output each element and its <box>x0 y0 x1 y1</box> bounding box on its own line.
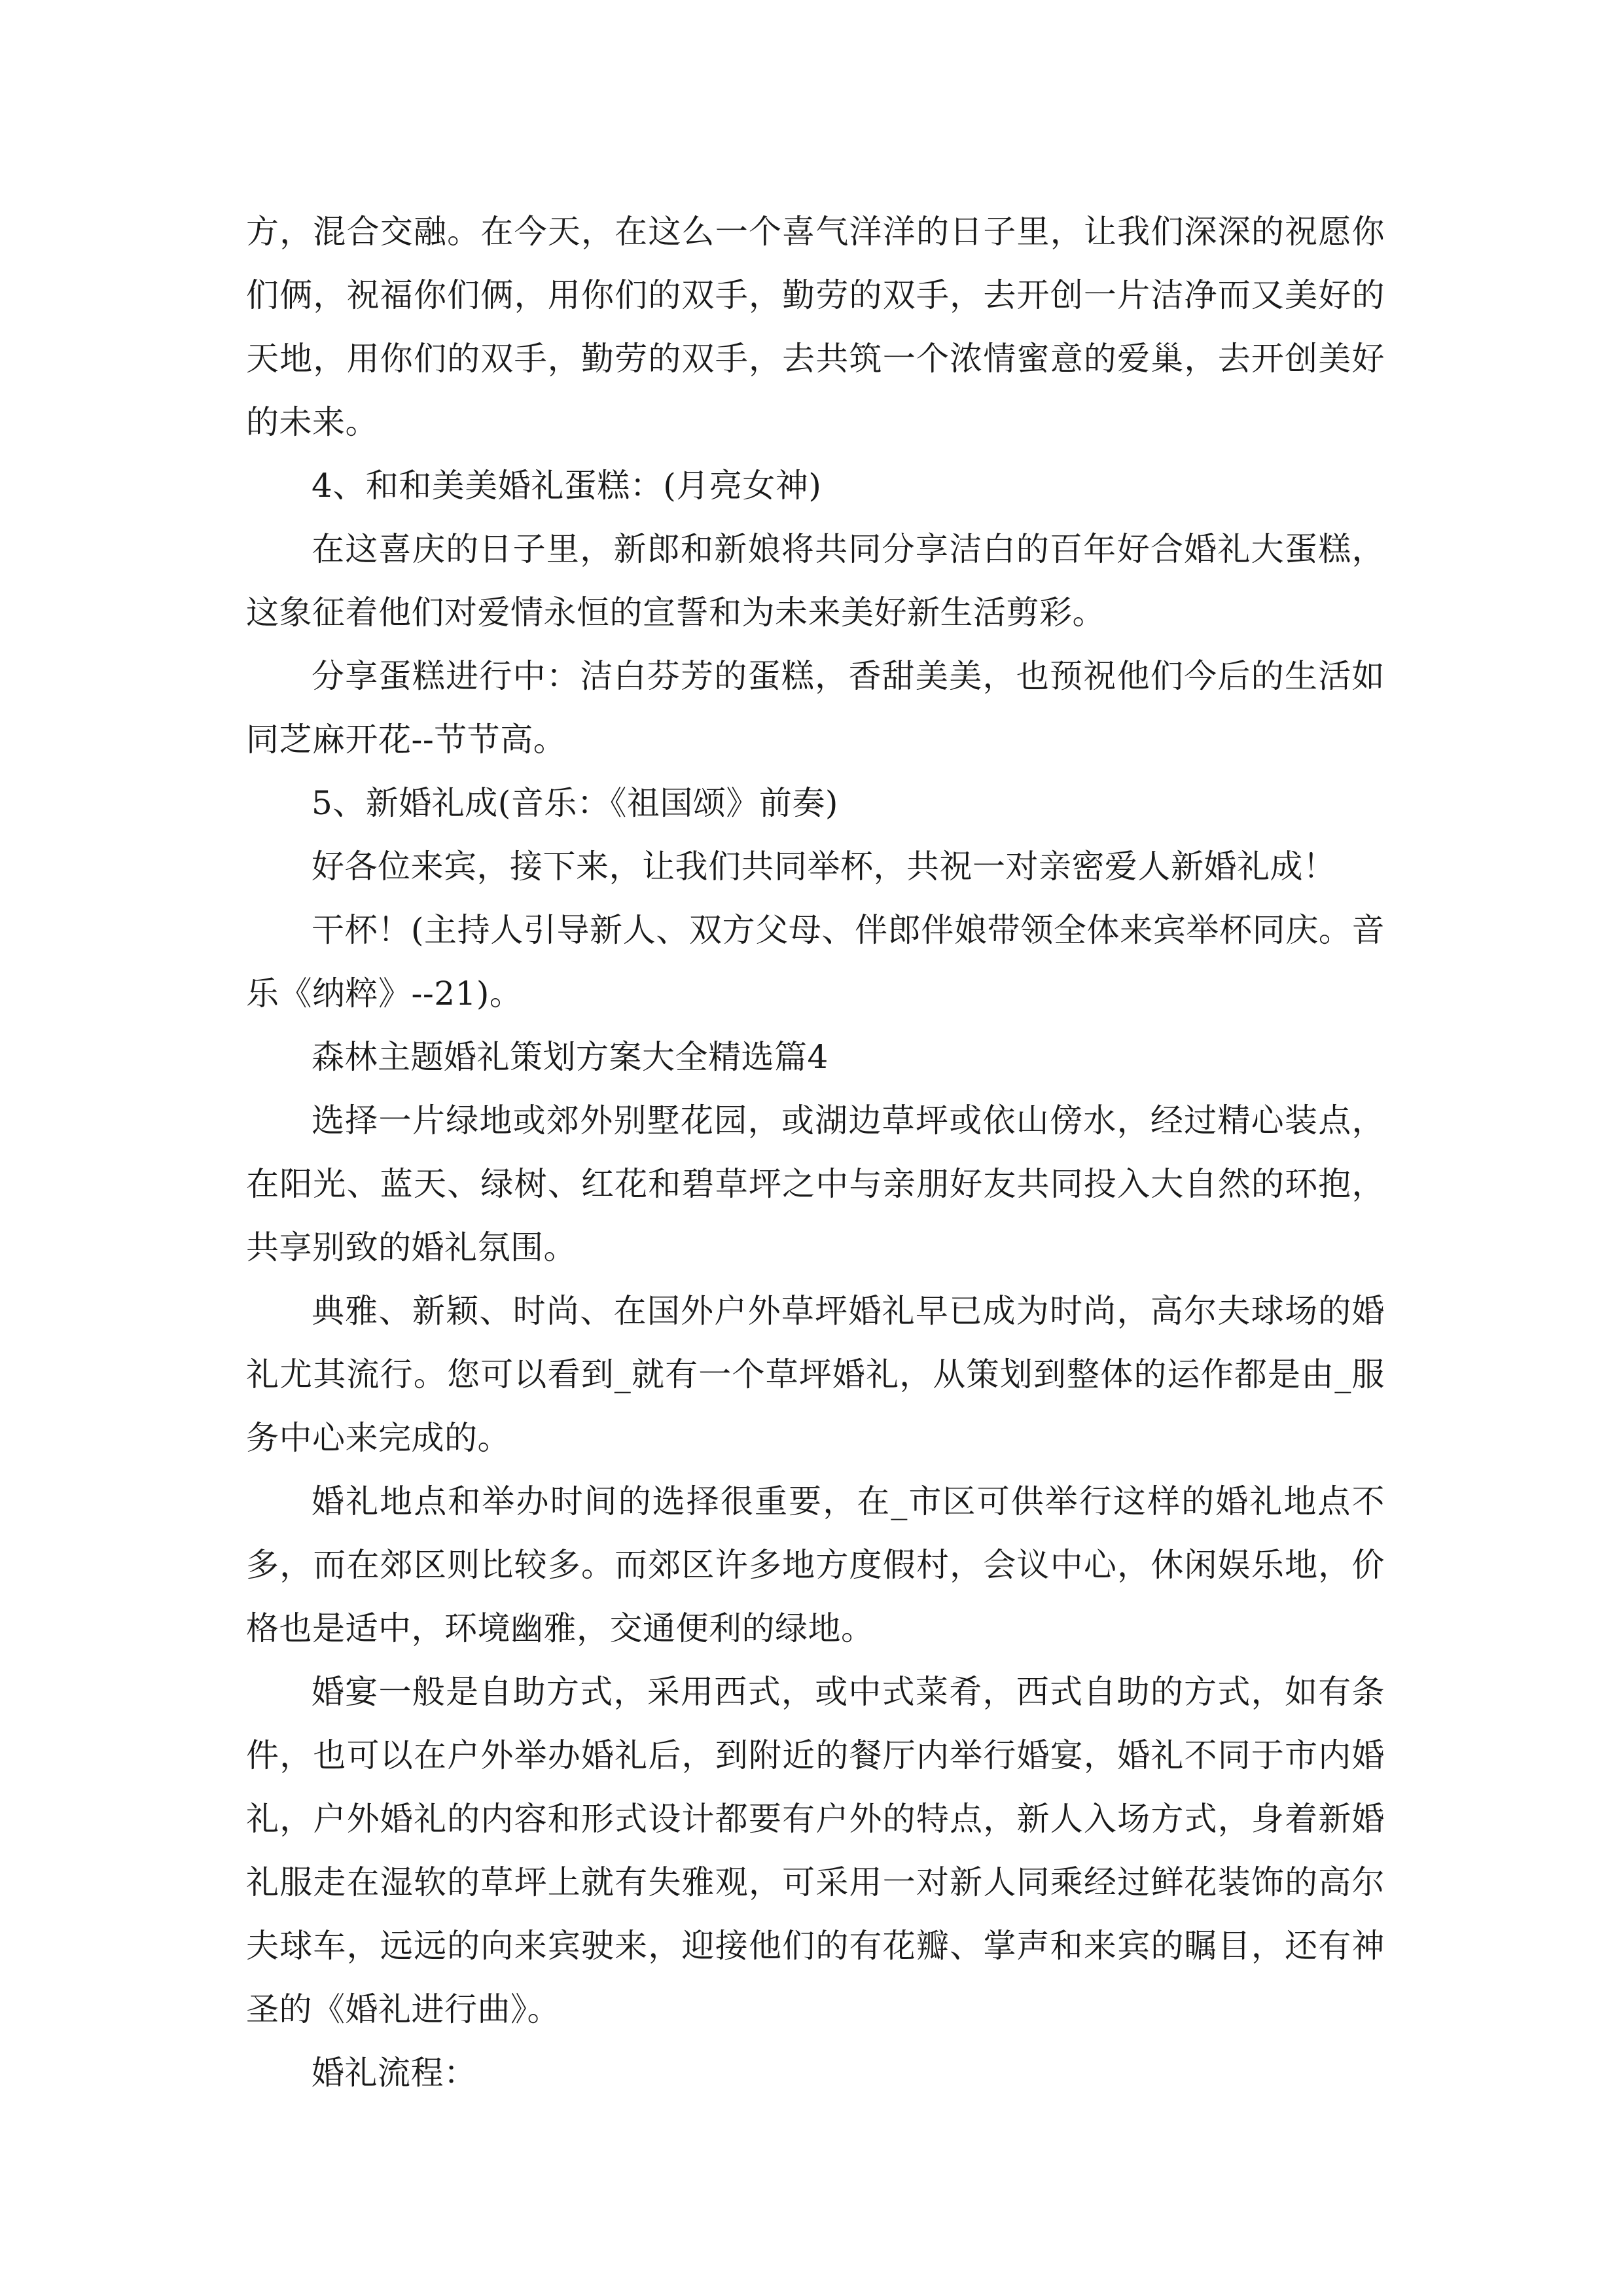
paragraph-lawn-wedding: 典雅、新颖、时尚、在国外户外草坪婚礼早已成为时尚，高尔夫球场的婚礼尤其流行。您可以看到_就有一个草坪婚礼，从策划到整体的运作都是由_服务中心来完成的。 <box>246 1292 1385 1457</box>
heading-item-5-ceremony: 5、新婚礼成(音乐：《祖国颂》前奏) <box>312 784 838 822</box>
paragraph-venue-choice: 选择一片绿地或郊外别墅花园，或湖边草坪或依山傍水，经过精心装点，在阳光、蓝天、绿树、红花和碧草坪之中与亲朋好友共同投入大自然的环抱，共享别致的婚礼氛围。 <box>246 1102 1385 1266</box>
paragraph-continuation: 方，混合交融。在今天，在这么一个喜气洋洋的日子里，让我们深深的祝愿你们俩，祝福你们俩，用你们的双手，勤劳的双手，去开创一片洁净而又美好的天地，用你们的双手，勤劳的双手，去共筑一个浓情蜜意的爱巢，去开创美好的未来。 <box>246 213 1385 441</box>
paragraph-cake-sharing: 分享蛋糕进行中：洁白芬芳的蛋糕，香甜美美，也预祝他们今后的生活如同芝麻开花--节节高。 <box>246 657 1385 759</box>
section-title-plan-4: 森林主题婚礼策划方案大全精选篇4 <box>312 1038 829 1076</box>
document-body <box>246 200 1385 2105</box>
paragraph-toast-invite: 好各位来宾，接下来，让我们共同举杯，共祝一对亲密爱人新婚礼成！ <box>312 848 1336 886</box>
paragraph-cake-intro: 在这喜庆的日子里，新郎和新娘将共同分享洁白的百年好合婚礼大蛋糕，这象征着他们对爱情永恒的宣誓和为未来美好新生活剪彩。 <box>246 530 1385 632</box>
paragraph-cheers: 干杯！(主持人引导新人、双方父母、伴郎伴娘带领全体来宾举杯同庆。音乐《纳粹》--21)。 <box>246 911 1385 1013</box>
paragraph-location-time: 婚礼地点和举办时间的选择很重要，在_市区可供举行这样的婚礼地点不多，而在郊区则比较多。而郊区许多地方度假村，会议中心，休闲娱乐地，价格也是适中，环境幽雅，交通便利的绿地。 <box>246 1482 1385 1647</box>
heading-wedding-process: 婚礼流程： <box>312 2054 477 2092</box>
paragraph-banquet: 婚宴一般是自助方式，采用西式，或中式菜肴，西式自助的方式，如有条件，也可以在户外举办婚礼后，到附近的餐厅内举行婚宴，婚礼不同于市内婚礼，户外婚礼的内容和形式设计都要有户外的特点，新人入场方式，身着新婚礼服走在湿软的草坪上就有失雅观，可采用一对新人同乘经过鲜花装饰的高尔夫球车，远远的向来宾驶来，迎接他们的有花瓣、掌声和来宾的瞩目，还有神圣的《婚礼进行曲》。 <box>246 1673 1385 2028</box>
heading-item-4-cake: 4、和和美美婚礼蛋糕：(月亮女神) <box>312 467 822 505</box>
